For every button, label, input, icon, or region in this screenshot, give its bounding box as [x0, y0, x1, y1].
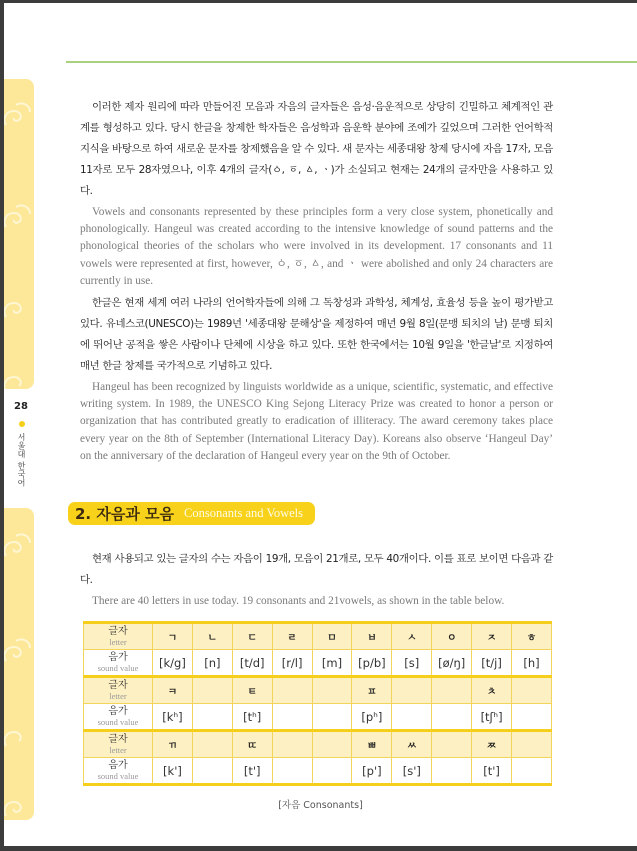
- letter-row-header: [84, 677, 153, 704]
- row-label-korean: 글자: [108, 680, 128, 691]
- row-label-english: letter: [109, 691, 127, 701]
- sound-value-cell: [392, 704, 432, 731]
- sound-value-cell: [512, 758, 552, 785]
- sound-value-cell: [312, 704, 352, 731]
- letter-cell: [272, 731, 312, 758]
- letter-cell: [192, 677, 232, 704]
- letter-cell: ㅁ: [312, 623, 352, 650]
- letter-row: [84, 677, 552, 704]
- letter-cell: ㅎ: [512, 623, 552, 650]
- running-title: 서울대 한국어: [17, 433, 26, 488]
- cloud-swirl-icon: [4, 199, 34, 233]
- sound-value-cell: [m]: [312, 650, 352, 677]
- sound-row-header: [84, 758, 153, 785]
- letter-row: [84, 731, 552, 758]
- cloud-swirl-icon: [4, 363, 34, 389]
- top-rule-divider: [66, 61, 637, 63]
- section-heading: [68, 502, 315, 525]
- letter-cell: ㅍ: [352, 677, 392, 704]
- page-number: 28: [14, 401, 28, 412]
- letter-row-header: [84, 623, 153, 650]
- sound-value-cell: [s]: [392, 650, 432, 677]
- sound-value-cell: [312, 758, 352, 785]
- letter-cell: ㅇ: [432, 623, 472, 650]
- row-label-korean: 음가: [108, 760, 128, 771]
- side-tab-decoration-upper: [4, 79, 34, 389]
- sound-value-row: [84, 704, 552, 731]
- letter-cell: ㅋ: [153, 677, 193, 704]
- sound-value-cell: [t']: [232, 758, 272, 785]
- consonant-table: [83, 621, 552, 786]
- consonant-table-wrapper: [83, 621, 552, 786]
- row-label-korean: 음가: [108, 652, 128, 663]
- sound-value-cell: [272, 758, 312, 785]
- letter-cell: ㄴ: [192, 623, 232, 650]
- row-label-english: sound value: [97, 663, 139, 673]
- row-label-korean: 글자: [108, 626, 128, 637]
- sound-value-cell: [512, 704, 552, 731]
- cloud-swirl-icon: [4, 289, 34, 323]
- letter-cell: [192, 731, 232, 758]
- row-label-english: letter: [109, 745, 127, 755]
- sound-value-cell: [p']: [352, 758, 392, 785]
- letter-cell: [312, 677, 352, 704]
- sound-value-cell: [192, 758, 232, 785]
- row-label-english: sound value: [97, 771, 139, 781]
- letter-cell: [392, 677, 432, 704]
- side-tab-decoration-lower: [4, 508, 34, 820]
- sound-value-cell: [432, 758, 472, 785]
- korean-paragraph-1: 이러한 제자 원리에 따라 만들어진 모음과 자음의 글자들은 음성·음운적으로 상당히 긴밀하고 체계적인 관계를 형성하고 있다. 당시 한글을 창제한 학자들은 음성학과 음운학 분야에 조예가 깊었으며 그러한 언어학적 지식을 바탕으로 하여 새로운 문자를 창제했음을 알 수 있다. 새 문자는 세종대왕 창제 당시에 자음 17자, 모음 11자로 모두 28자였으나, 이후 4개의 글자(ㆁ, ㆆ, ㅿ, ㆍ)가 소실되고 현재는 24개의 글자만을 사용하고 있다.: [80, 101, 553, 197]
- letter-cell: [432, 731, 472, 758]
- english-paragraph-2: Hangeul has been recognized by linguists worldwide as a unique, scientific, systematic, and effective writing system. In 1989, the UNESCO King Sejong Literacy Prize was created to honor a person or organization that has contributed greatly to eradication of illiteracy. The award ceremony takes place every year on the 8th of September (International Literacy Day). Koreans also observe ‘Hangeul Day’ on the anniversary of the declaration of Hangeul every year on the 9th of October.: [80, 381, 553, 462]
- sound-row-header: [84, 650, 153, 677]
- sound-value-cell: [272, 704, 312, 731]
- sound-value-cell: [s']: [392, 758, 432, 785]
- cloud-swirl-icon: [4, 633, 34, 667]
- letter-cell: [312, 731, 352, 758]
- sound-value-cell: [k']: [153, 758, 193, 785]
- row-label-korean: 글자: [108, 734, 128, 745]
- sound-value-row: [84, 650, 552, 677]
- sound-value-cell: [h]: [512, 650, 552, 677]
- intro-text-block: [80, 97, 553, 468]
- sound-value-cell: [pʰ]: [352, 704, 392, 731]
- section-english-intro: There are 40 letters in use today. 19 consonants and 21vowels, as shown in the table below.: [92, 595, 505, 607]
- letter-cell: [512, 677, 552, 704]
- sound-value-cell: [t/d]: [232, 650, 272, 677]
- letter-cell: ㄹ: [272, 623, 312, 650]
- letter-cell: ㄸ: [232, 731, 272, 758]
- page-number-dot: [19, 421, 25, 427]
- sound-value-cell: [ø/ŋ]: [432, 650, 472, 677]
- sound-value-cell: [n]: [192, 650, 232, 677]
- letter-cell: [272, 677, 312, 704]
- english-paragraph-1: Vowels and consonants represented by these principles form a very close system, phonetically and phonologically. Hangeul was created according to the intensive knowledge of sound patterns and the phonological theories of the scholars who were involved in its development. 17 consonants and 11 vowels were represented at first, however, ㆁ, ㆆ, ㅿ, and ㆍ were abolished and only 24 characters are currently in use.: [80, 206, 553, 287]
- document-page: [4, 3, 637, 846]
- letter-cell: ㅈ: [472, 623, 512, 650]
- letter-cell: ㅃ: [352, 731, 392, 758]
- section-intro-block: [80, 549, 553, 613]
- cloud-swirl-icon: [4, 97, 34, 131]
- sound-value-cell: [tʰ]: [232, 704, 272, 731]
- letter-cell: [512, 731, 552, 758]
- letter-cell: ㄱ: [153, 623, 193, 650]
- cloud-swirl-icon: [4, 718, 34, 752]
- letter-row-header: [84, 731, 153, 758]
- letter-row: [84, 623, 552, 650]
- sound-row-header: [84, 704, 153, 731]
- cloud-swirl-icon: [4, 528, 34, 562]
- section-title-korean: 2. 자음과 모음: [75, 505, 175, 523]
- sound-value-cell: [kʰ]: [153, 704, 193, 731]
- letter-cell: ㅆ: [392, 731, 432, 758]
- letter-cell: ㅉ: [472, 731, 512, 758]
- row-label-english: letter: [109, 637, 127, 647]
- section-korean-intro: 현재 사용되고 있는 글자의 수는 자음이 19개, 모음이 21개로, 모두 40개이다. 이를 표로 보이면 다음과 같다.: [80, 553, 553, 586]
- table-caption: [자음 Consonants]: [278, 800, 363, 811]
- sound-value-row: [84, 758, 552, 785]
- sound-value-cell: [tʃʰ]: [472, 704, 512, 731]
- sound-value-cell: [p/b]: [352, 650, 392, 677]
- row-label-korean: 음가: [108, 706, 128, 717]
- letter-cell: ㄲ: [153, 731, 193, 758]
- letter-cell: ㅊ: [472, 677, 512, 704]
- sound-value-cell: [k/g]: [153, 650, 193, 677]
- sound-value-cell: [t']: [472, 758, 512, 785]
- sound-value-cell: [r/l]: [272, 650, 312, 677]
- sound-value-cell: [192, 704, 232, 731]
- section-title-english: Consonants and Vowels: [184, 506, 304, 520]
- sound-value-cell: [t/j]: [472, 650, 512, 677]
- letter-cell: [432, 677, 472, 704]
- letter-cell: ㅌ: [232, 677, 272, 704]
- sound-value-cell: [432, 704, 472, 731]
- row-label-english: sound value: [97, 717, 139, 727]
- letter-cell: ㅅ: [392, 623, 432, 650]
- letter-cell: ㄷ: [232, 623, 272, 650]
- letter-cell: ㅂ: [352, 623, 392, 650]
- korean-paragraph-2: 한글은 현재 세계 여러 나라의 언어학자들에 의해 그 독창성과 과학성, 체계성, 효율성 등을 높이 평가받고 있다. 유네스코(UNESCO)는 1989년 '세종대왕 문해상'을 제정하여 매년 9월 8일(문맹 퇴치의 날) 문맹 퇴치에 뛰어난 공적을 쌓은 사람이나 단체에 시상을 하고 있다. 또한 한국에서는 10월 9일을 '한글날'로 지정하여 매년 한글 창제를 국가적으로 기념하고 있다.: [80, 297, 553, 373]
